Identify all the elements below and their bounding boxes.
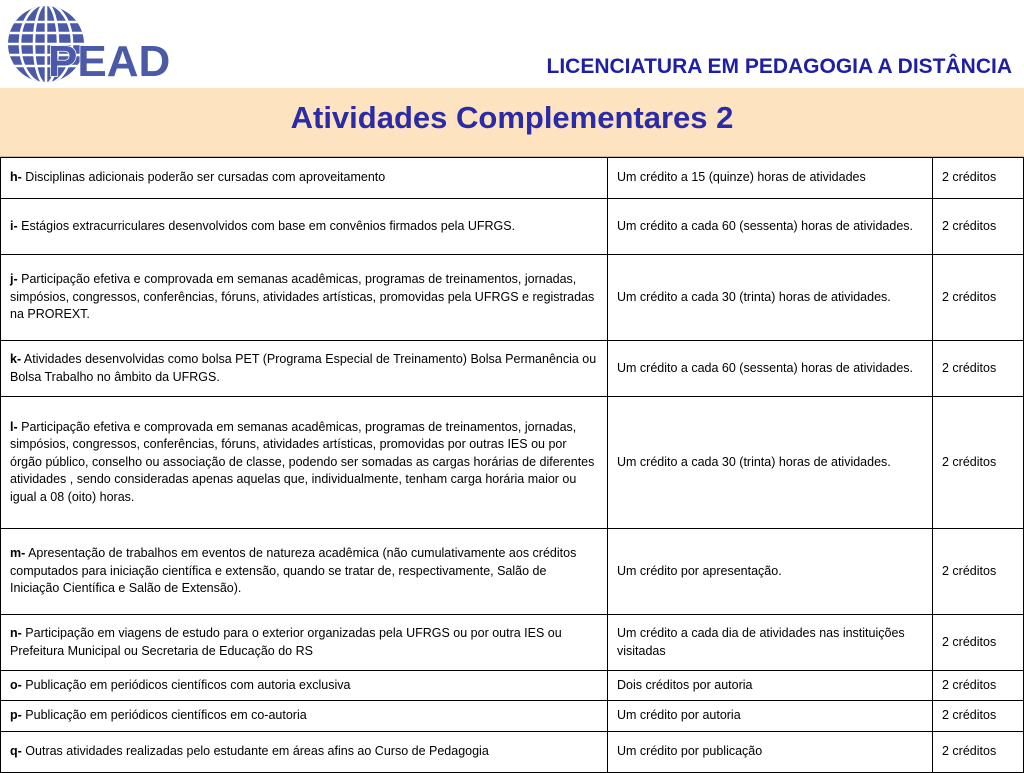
activities-table [0, 157, 1024, 773]
activity-description: Publicação em periódicos científicos com autoria exclusiva [25, 678, 351, 692]
credits-cell: 2 créditos [933, 529, 1024, 615]
table-row [1, 397, 1024, 529]
course-title: LICENCIATURA EM PEDAGOGIA A DISTÂNCIA [546, 55, 1012, 78]
table-row [1, 701, 1024, 731]
table-row [1, 731, 1024, 772]
activity-description-cell [1, 529, 608, 615]
credits-cell: 2 créditos [933, 701, 1024, 731]
table-row [1, 671, 1024, 701]
credit-rule-cell: Um crédito a cada 30 (trinta) horas de atividades. [608, 397, 933, 529]
activity-description: Estágios extracurriculares desenvolvidos com base em convênios firmados pela UFRGS. [21, 218, 516, 233]
table-row [1, 529, 1024, 615]
activity-description-cell [1, 731, 608, 772]
activity-description-cell [1, 701, 608, 731]
credit-rule-cell: Um crédito por apresentação. [608, 529, 933, 615]
credit-rule-cell: Um crédito a 15 (quinze) horas de atividades [608, 158, 933, 199]
activity-code: h- [10, 170, 22, 185]
activity-code: o- [10, 678, 22, 692]
activity-code: i- [10, 218, 18, 233]
activity-description-cell [1, 199, 608, 255]
activity-description-cell [1, 615, 608, 671]
activity-code: m- [10, 546, 26, 561]
activity-description: Disciplinas adicionais poderão ser cursadas com aproveitamento [25, 170, 386, 185]
credit-rule-cell: Um crédito a cada 60 (sessenta) horas de atividades. [608, 199, 933, 255]
credit-rule-cell: Um crédito a cada 30 (trinta) horas de atividades. [608, 255, 933, 341]
credits-cell: 2 créditos [933, 255, 1024, 341]
credit-rule-cell: Um crédito por autoria [608, 701, 933, 731]
table-row [1, 615, 1024, 671]
credits-cell: 2 créditos [933, 341, 1024, 397]
activity-code: j- [10, 272, 18, 287]
activity-description-cell [1, 255, 608, 341]
activity-description-cell [1, 671, 608, 701]
activity-description-cell [1, 158, 608, 199]
activity-description: Outras atividades realizadas pelo estudante em áreas afins ao Curso de Pedagogia [25, 744, 489, 759]
page-title: Atividades Complementares 2 [290, 100, 734, 135]
activity-description: Apresentação de trabalhos em eventos de natureza acadêmica (não cumulativamente aos créditos computados para iniciação científica e extensão, quando se tratar de, respectivamente, Salão de Iniciação Científica e Salão de Extensão). [10, 546, 577, 596]
activity-code: k- [10, 352, 22, 367]
credits-cell: 2 créditos [933, 158, 1024, 199]
credit-rule-cell: Um crédito a cada dia de atividades nas instituições visitadas [608, 615, 933, 671]
activity-code: q- [10, 744, 22, 759]
activity-code: n- [10, 626, 22, 641]
activity-description: Atividades desenvolvidas como bolsa PET (Programa Especial de Treinamento) Bolsa Permanência ou Bolsa Trabalho no âmbito da UFRGS. [10, 352, 597, 384]
table-row [1, 341, 1024, 397]
table-row [1, 255, 1024, 341]
credit-rule-cell: Um crédito a cada 60 (sessenta) horas de atividades. [608, 341, 933, 397]
activity-code: p- [10, 708, 22, 723]
title-band [0, 88, 1024, 157]
table-row [1, 199, 1024, 255]
activity-description: Participação efetiva e comprovada em semanas acadêmicas, programas de treinamentos, jornadas, simpósios, congressos, conferências, fóruns, atividades artísticas, promovidas por outras IES ou por órgão público, conselho ou associação de classe, podendo ser somadas as cargas horárias de diferentes atividades , sendo consideradas apenas aquelas que, individualmente, tenham carga horária maior ou igual a 08 (oito) horas. [10, 419, 595, 504]
credit-rule-cell: Dois créditos por autoria [608, 671, 933, 701]
activity-description-cell [1, 397, 608, 529]
activity-description: Publicação em periódicos científicos em co-autoria [25, 708, 307, 723]
activity-description: Participação efetiva e comprovada em semanas acadêmicas, programas de treinamentos, jornadas, simpósios, congressos, conferências, fóruns, atividades artísticas, promovidas pela UFRGS e registradas na PROREXT. [10, 272, 595, 322]
pead-logo [4, 2, 204, 86]
header [0, 0, 1024, 88]
activity-code: l- [10, 419, 18, 434]
credit-rule-cell: Um crédito por publicação [608, 731, 933, 772]
credits-cell: 2 créditos [933, 671, 1024, 701]
activity-description-cell [1, 341, 608, 397]
credits-cell: 2 créditos [933, 199, 1024, 255]
credits-cell: 2 créditos [933, 731, 1024, 772]
credits-cell: 2 créditos [933, 615, 1024, 671]
activity-description: Participação em viagens de estudo para o exterior organizadas pela UFRGS ou por outra IES ou Prefeitura Municipal ou Secretaria de Educação do RS [10, 626, 562, 658]
credits-cell: 2 créditos [933, 397, 1024, 529]
logo-text: PEAD [48, 37, 171, 86]
table-row [1, 158, 1024, 199]
